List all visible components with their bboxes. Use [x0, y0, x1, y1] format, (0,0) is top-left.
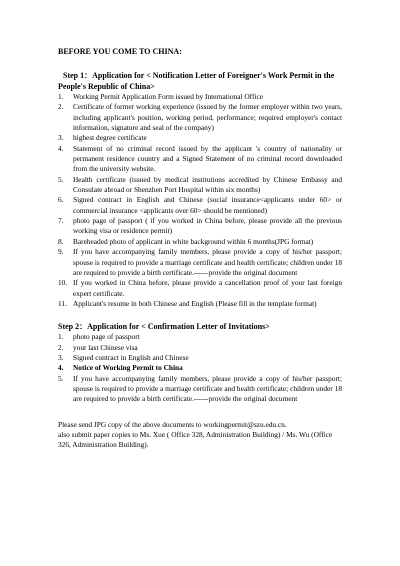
list-item — [58, 332, 342, 342]
list-item — [58, 102, 342, 133]
list-item-text: photo page of passport — [73, 332, 140, 342]
list-item-text: Bareheaded photo of applicant in white background within 6 months(JPG format) — [73, 236, 314, 246]
list-item — [58, 144, 342, 175]
list-item-number: 2. — [58, 342, 64, 352]
list-item-number: 1. — [58, 332, 64, 342]
list-item-number: 2. — [58, 102, 64, 112]
list-item — [58, 195, 342, 216]
list-item-text: Working Permit Application Form issued by International Office — [73, 92, 263, 101]
list-item — [58, 363, 342, 373]
list-item-number: 5. — [58, 174, 64, 184]
step2-list — [58, 332, 342, 404]
list-item — [58, 216, 342, 237]
list-item-number: 4. — [58, 363, 64, 373]
list-item — [58, 133, 342, 143]
list-item — [58, 92, 342, 102]
list-item — [58, 374, 342, 405]
list-item-text: highest degree certificate — [73, 133, 147, 143]
list-item-text: Statement of no criminal record issued by the applicant 's country of nationality or permanent residence country and a Signed Statement of no criminal record downloaded from the university website. — [73, 143, 342, 174]
closing-line-offices: also submit paper copies to Ms. Xue ( Office 328, Administration Building) / Ms. Wu (Office 326, Administration Building). — [58, 430, 333, 450]
list-item — [58, 175, 342, 196]
list-item-text: photo page of passport ( if you worked in China before, please provide all the previous working visa or residence permit) — [73, 216, 342, 236]
list-item — [58, 343, 342, 353]
list-item-text: Health certificate (issued by medical institutions accredited by Chinese Embassy and Consulate abroad or Shenzhen Port Hospital within six months) — [73, 174, 342, 195]
list-item-number: 8. — [58, 236, 64, 246]
list-item-text: Notice of Working Permit to China — [73, 363, 183, 373]
closing-note — [58, 420, 342, 451]
list-item-text: your last Chinese visa — [73, 342, 138, 352]
list-item-number: 10. — [58, 278, 68, 288]
list-item — [58, 278, 342, 299]
list-item — [58, 237, 342, 247]
list-item-number: 1. — [58, 92, 64, 101]
list-item-number: 7. — [58, 216, 64, 226]
step1-title: Step 1：Application for < Notification Letter of Foreigner's Work Permit in the People's Republic of China> — [58, 71, 335, 91]
list-item-number: 3. — [58, 133, 64, 143]
list-item-text: If you worked in China before, please provide a cancellation proof of your last foreign expert certificate. — [73, 278, 342, 298]
list-item-text: Signed contract in English and Chinese — [73, 352, 189, 362]
list-item-text: If you have accompanying family members, please provide a copy of his/her passport; spouse is required to provide a marriage certificate and health certificate; children under 18 are required to provide a birth certificate.------provide the original document — [73, 247, 342, 277]
step1-list — [58, 92, 342, 309]
list-item-number: 5. — [58, 373, 64, 383]
list-item-text: Signed contract in English and Chinese (social insurance<applicants under 60> or commercial insurance <applicants over 60> should be mentioned) — [73, 195, 342, 215]
list-item-text: If you have accompanying family members, please provide a copy of his/her passport; spouse is required to provide a marriage certificate and health certificate; children under 18 are required to provide a birth certificate.------provide the original document — [73, 373, 342, 404]
list-item-text: Applicant's resume in both Chinese and English (Please fill in the template format) — [73, 298, 317, 308]
list-item — [58, 247, 342, 278]
list-item-number: 6. — [58, 195, 64, 205]
list-item-number: 3. — [58, 352, 64, 362]
list-item-number: 9. — [58, 247, 64, 257]
closing-line-email: Please send JPG copy of the above documents to workingpermit@szu.edu.cn. — [58, 419, 287, 429]
list-item-number: 11. — [58, 298, 67, 308]
list-item — [58, 353, 342, 363]
list-item-text: Certificate of former working experience (issued by the former employer within two years, including applicant's position, working period, performance; required employer's contact information, signature and seal of the company) — [73, 102, 342, 133]
page-heading: BEFORE YOU COME TO CHINA: — [58, 47, 182, 56]
list-item — [58, 299, 342, 309]
list-item-number: 4. — [58, 143, 64, 153]
step2-title: Step 2：Application for < Confirmation Letter of Invitations> — [58, 322, 270, 332]
